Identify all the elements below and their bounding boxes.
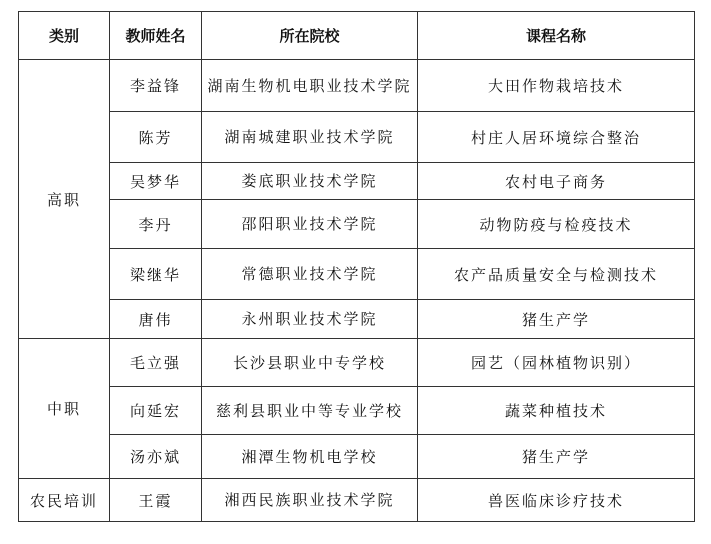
category-cell: 农民培训 [19,479,110,522]
school-cell: 湖南城建职业技术学院 [202,112,418,163]
course-cell: 园艺（园林植物识别） [418,339,695,387]
school-cell: 慈利县职业中等专业学校 [202,387,418,435]
teacher-cell: 陈芳 [110,112,202,163]
course-cell: 兽医临床诊疗技术 [418,479,695,522]
teacher-cell: 唐伟 [110,300,202,339]
header-category: 类别 [19,12,110,60]
school-cell: 湖南生物机电职业技术学院 [202,60,418,112]
header-course: 课程名称 [418,12,695,60]
school-cell: 湘潭生物机电学校 [202,435,418,479]
header-row [19,12,695,60]
course-cell: 农村电子商务 [418,163,695,200]
course-cell: 猪生产学 [418,435,695,479]
teacher-cell: 李丹 [110,200,202,249]
table-row [19,435,695,479]
teacher-cell: 李益锋 [110,60,202,112]
school-cell: 娄底职业技术学院 [202,163,418,200]
course-cell: 大田作物栽培技术 [418,60,695,112]
header-school: 所在院校 [202,12,418,60]
teacher-cell: 吴梦华 [110,163,202,200]
table-row [19,200,695,249]
course-cell: 动物防疫与检疫技术 [418,200,695,249]
table-row [19,387,695,435]
category-cell: 高职 [19,60,110,339]
teacher-cell: 向延宏 [110,387,202,435]
school-cell: 湘西民族职业技术学院 [202,479,418,522]
table-row [19,112,695,163]
header-teacher: 教师姓名 [110,12,202,60]
course-cell: 蔬菜种植技术 [418,387,695,435]
course-cell: 猪生产学 [418,300,695,339]
teacher-cell: 梁继华 [110,249,202,300]
table-row [19,249,695,300]
table-row [19,300,695,339]
table-row [19,60,695,112]
table-row [19,339,695,387]
teacher-cell: 汤亦斌 [110,435,202,479]
school-cell: 永州职业技术学院 [202,300,418,339]
table-row [19,479,695,522]
teacher-cell: 王霞 [110,479,202,522]
category-cell: 中职 [19,339,110,479]
course-cell: 村庄人居环境综合整治 [418,112,695,163]
teacher-course-table [18,11,695,522]
course-cell: 农产品质量安全与检测技术 [418,249,695,300]
school-cell: 长沙县职业中专学校 [202,339,418,387]
school-cell: 常德职业技术学院 [202,249,418,300]
table-row [19,163,695,200]
school-cell: 邵阳职业技术学院 [202,200,418,249]
teacher-cell: 毛立强 [110,339,202,387]
